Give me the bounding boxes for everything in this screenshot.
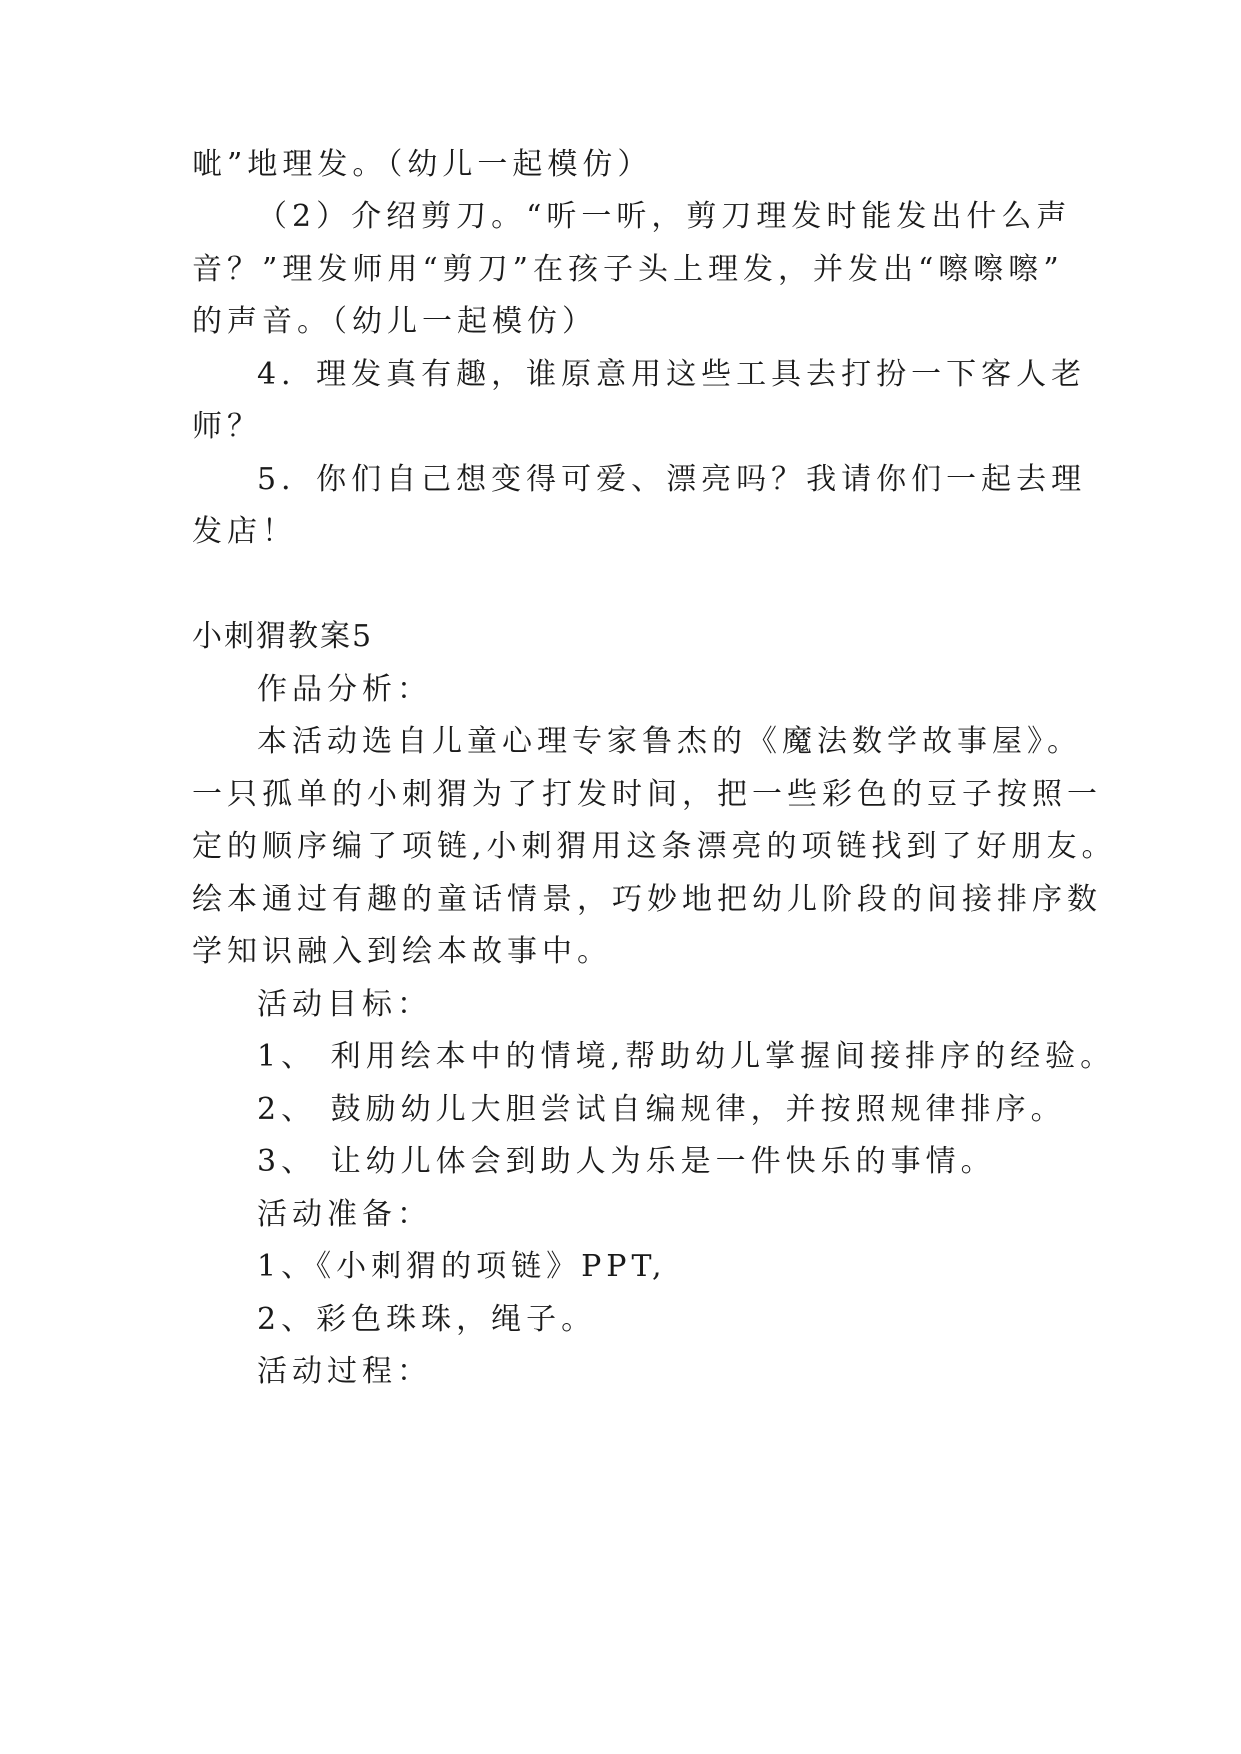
prep-item: 2、彩色珠珠，绳子。	[257, 1302, 597, 1337]
process-heading: 活动过程：	[257, 1354, 432, 1389]
body-text-line: （2）介绍剪刀。“听一听，剪刀理发时能发出什么声	[257, 199, 1072, 234]
body-text-line: 学知识融入到绘本故事中。	[192, 934, 612, 969]
section-title: 小刺猬教案5	[192, 619, 374, 654]
body-text-line: 本活动选自儿童心理专家鲁杰的《魔法数学故事屋》。	[257, 724, 1082, 759]
body-text-line: 一只孤单的小刺猬为了打发时间，把一些彩色的豆子按照一	[192, 777, 1102, 812]
body-text-line: 师？	[192, 409, 262, 444]
body-text-line: 定的顺序编了项链,小刺猬用这条漂亮的项链找到了好朋友。	[192, 829, 1117, 864]
prep-item: 1、《小刺猬的项链》PPT,	[257, 1249, 667, 1284]
goals-heading: 活动目标：	[257, 987, 432, 1022]
body-text-line: 发店！	[192, 514, 297, 549]
body-text-line: 的声音。（幼儿一起模仿）	[192, 304, 597, 339]
body-text-line: 音？”理发师用“剪刀”在孩子头上理发，并发出“嚓嚓嚓”	[192, 252, 1064, 287]
goal-item: 1、 利用绘本中的情境,帮助幼儿掌握间接排序的经验。	[257, 1039, 1116, 1074]
goal-item: 3、 让幼儿体会到助人为乐是一件快乐的事情。	[257, 1144, 996, 1179]
body-text-line: 呲”地理发。（幼儿一起模仿）	[192, 147, 653, 182]
body-text-line: 4．理发真有趣，谁原意用这些工具去打扮一下客人老	[257, 357, 1087, 392]
body-text-line: 5．你们自己想变得可爱、漂亮吗？我请你们一起去理	[257, 462, 1087, 497]
analysis-heading: 作品分析：	[257, 672, 432, 707]
goal-item: 2、 鼓励幼儿大胆尝试自编规律，并按照规律排序。	[257, 1092, 1066, 1127]
prep-heading: 活动准备：	[257, 1197, 432, 1232]
body-text-line: 绘本通过有趣的童话情景，巧妙地把幼儿阶段的间接排序数	[192, 882, 1102, 917]
